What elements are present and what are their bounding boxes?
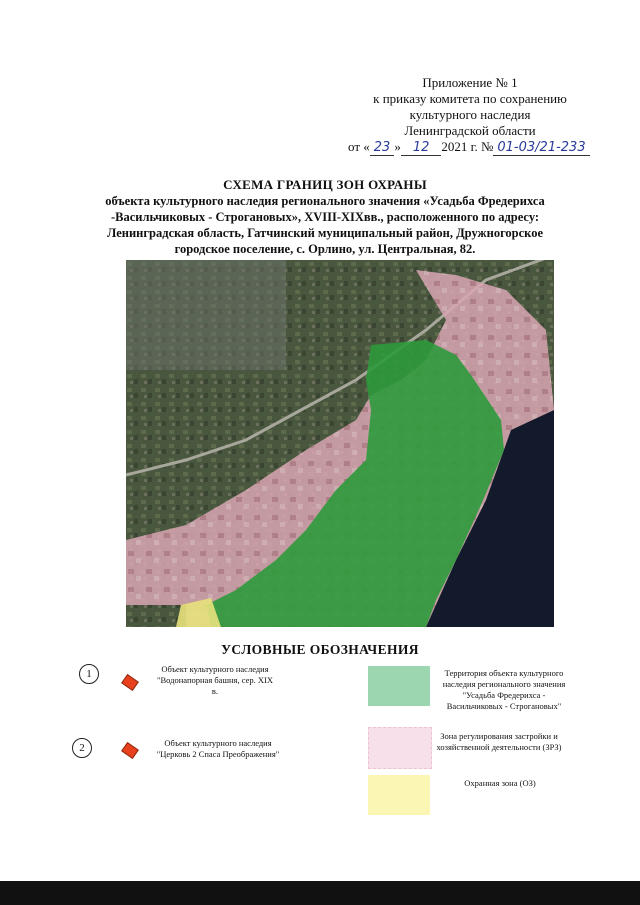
zrz-swatch <box>368 727 432 769</box>
date-day: 23 <box>370 140 395 156</box>
map-svg <box>126 260 554 627</box>
document-title-block <box>80 176 570 257</box>
legend-number-2: 2 <box>72 738 92 758</box>
appendix-line-4: Ленинградской области <box>404 123 536 138</box>
order-number: 01-03/21-233 <box>493 140 589 156</box>
date-year: 2021 г. № <box>441 139 494 154</box>
appendix-line-1: Приложение № 1 <box>422 75 518 90</box>
document-title: СХЕМА ГРАНИЦ ЗОН ОХРАНЫ <box>223 177 427 192</box>
legend-item-2-text: Объект культурного наследия "Церковь 2 Спаса Преображения" <box>156 738 280 759</box>
territory-legend-text: Территория объекта культурного наследия регионального значения "Усадьба Фредерихса - Васильчиковых - Строгановых" <box>442 668 566 711</box>
order-date-line <box>340 139 600 156</box>
oz-swatch <box>368 775 430 815</box>
scan-edge <box>0 881 640 905</box>
legend-item-1-text: Объект культурного наследия "Водонапорная башня, сер. XIX в. <box>157 664 273 696</box>
document-subtitle: объекта культурного наследия регионального значения «Усадьба Фредерихса -Васильчиковых - Строгановых», XVIII-XIXвв., расположенного по адресу: Ленинградская область, Гатчинский муниципальный район, Дружногорское городское поселение, с. Орлино, ул. Центральная, 82. <box>105 194 545 256</box>
oz-legend-text: Охранная зона (ОЗ) <box>464 778 536 788</box>
date-prefix: от « <box>348 139 370 154</box>
heritage-object-icon <box>121 674 139 691</box>
territory-swatch <box>368 666 430 706</box>
scheme-map <box>126 260 554 627</box>
date-mid: » <box>394 139 401 154</box>
appendix-header <box>340 75 600 156</box>
appendix-line-2: к приказу комитета по сохранению <box>373 91 567 106</box>
field-area <box>126 260 286 370</box>
legend-number-1: 1 <box>79 664 99 684</box>
appendix-line-3: культурного наследия <box>409 107 531 122</box>
legend-title: УСЛОВНЫЕ ОБОЗНАЧЕНИЯ <box>221 642 419 657</box>
zrz-legend-text: Зона регулирования застройки и хозяйственной деятельности (ЗРЗ) <box>436 731 562 752</box>
heritage-object-icon <box>121 742 139 759</box>
date-month: 12 <box>401 140 442 156</box>
